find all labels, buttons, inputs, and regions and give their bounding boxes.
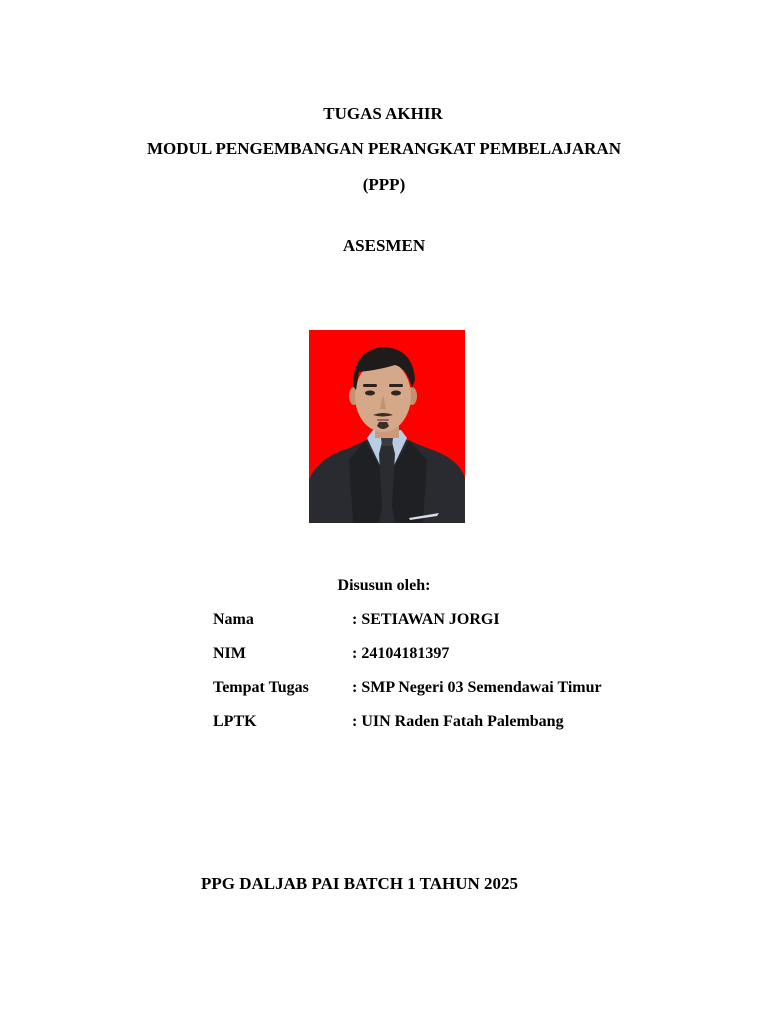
info-label: NIM [213, 645, 246, 662]
author-portrait-photo [309, 330, 465, 523]
info-label: Tempat Tugas [213, 679, 309, 696]
document-subtitle-abbreviation: (PPP) [362, 175, 406, 194]
document-title: TUGAS AKHIR [323, 104, 443, 123]
program-footer: PPG DALJAB PAI BATCH 1 TAHUN 2025 [201, 874, 519, 893]
author-heading: Disusun oleh: [337, 577, 431, 594]
info-value: : UIN Raden Fatah Palembang [352, 713, 564, 730]
section-title: ASESMEN [342, 236, 426, 255]
info-label: Nama [213, 611, 254, 628]
document-subtitle: MODUL PENGEMBANGAN PERANGKAT PEMBELAJARAN [147, 139, 621, 158]
info-value: : SETIAWAN JORGI [352, 611, 500, 628]
info-value: : SMP Negeri 03 Semendawai Timur [352, 679, 602, 696]
info-value: : 24104181397 [352, 645, 450, 662]
info-label: LPTK [213, 713, 257, 730]
